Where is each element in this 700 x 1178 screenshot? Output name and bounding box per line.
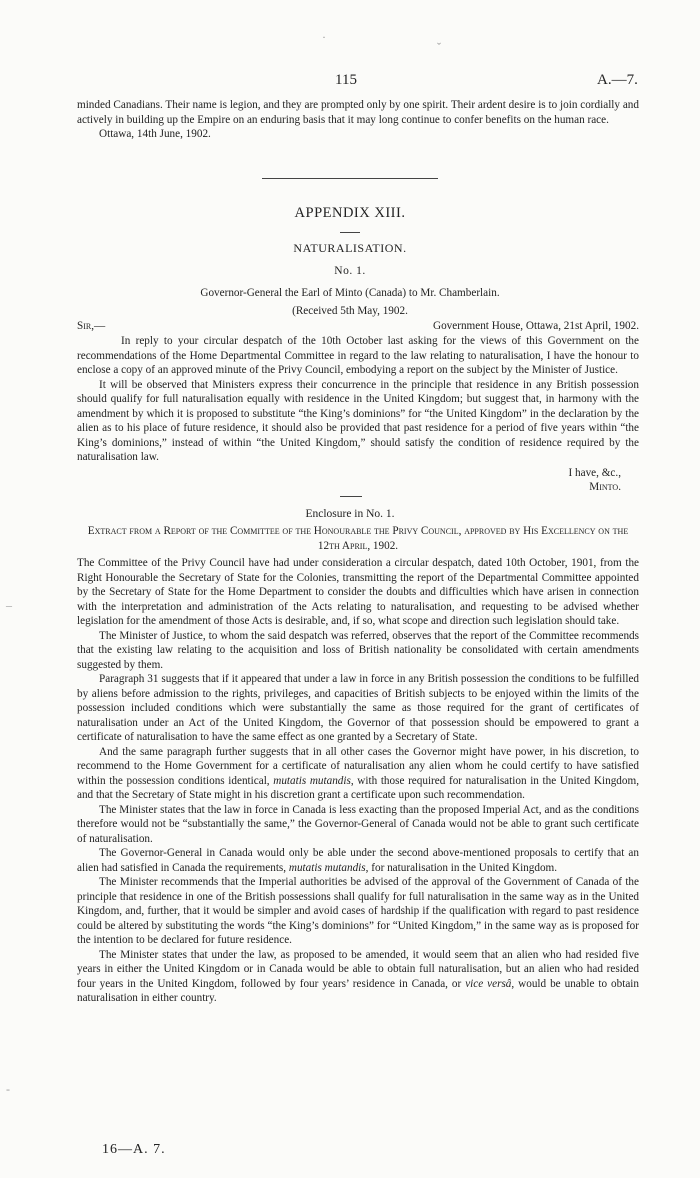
intro-text: minded Canadians. Their name is legion, and they are prompted only by one spirit. Their ardent desire is to join cordially and actively in building up the Empire on an enduring basis that it may long continue to confer benefits on the human race. <box>77 99 639 126</box>
enclosure-divider <box>340 496 362 497</box>
despatch-paragraph-2: It will be observed that Ministers express their concurrence in the principle that residence in any British possession should qualify for full naturalisation equally with residence in the United Kingdom; but suggest that, in harmony with the amendment by which it is proposed to substitute “the King’s dominions” for “the United Kingdom” in the declaration by the alien as to his place of future residence, it should also be provided that past residence for a period of five years within “the King’s dominions,” instead of within “the United Kingdom,” should satisfy the condition of residence required by the naturalisation law. <box>77 378 639 463</box>
intro-continuation <box>77 98 639 142</box>
address-line: Government House, Ottawa, 21st April, 1902. <box>432 320 639 332</box>
despatch-paragraph-1: In reply to your circular despatch of the 10th October last asking for the views of this Government on the recommendations of the Home Departmental Committee in regard to the law relating to naturalisation, I have the honour to enclose a copy of an approved minute of the Privy Council, embodying a report on the subject by the Minister of Justice. <box>77 335 639 376</box>
page-number: 115 <box>335 72 357 88</box>
enclosure-paragraph: Paragraph 31 suggests that if it appeared that under a law in force in any British possession the conditions to be fulfilled by aliens before admission to the rights, privileges, and capacities of British subjects to be enjoyed within the limits of the possession included conditions which were substantially the same as those required for the grant of certificates of naturalisation under an Act of the United Kingdom, the Governor of that possession should be empowered to grant a certificate of naturalisation to have the same effect as one granted by a Secretary of State. <box>77 673 639 743</box>
despatch-closing: I have, &c., <box>568 467 621 479</box>
margin-mark: – <box>6 598 12 612</box>
enclosure-paragraph: And the same paragraph further suggests that in all other cases the Governor might have power, in his discretion, to recommend to the Home Government for a certificate of naturalisation any alien whom he could certify to have satisfied within the possession conditions identical, mutatis mutandis, with those required for naturalisation in the United Kingdom, and that the Secretary of State might in his discretion grant a certificate upon such recommendation. <box>77 745 639 801</box>
enclosure-paragraph: The Minister recommends that the Imperial authorities be advised of the approval of the Government of Canada of the principle that residence in one of the British possessions shall qualify for full naturalisation in the same way as in the United Kingdom, and, further, that it would be simpler and avoid cases of hardship if the qualification with regard to past residence could be altered by substituting the words “the King’s dominions” for “United Kingdom,” in the same way as is proposed for the intention to be declared for future residence. <box>77 876 639 946</box>
signature-mark: 16—A. 7. <box>102 1142 166 1157</box>
despatch-received: (Received 5th May, 1902. <box>292 305 408 317</box>
despatch-body <box>77 334 639 465</box>
scan-speck: ˇ <box>437 40 441 54</box>
scan-speck: · <box>322 30 326 44</box>
enclosure-paragraph: The Minister of Justice, to whom the said despatch was referred, observes that the report of the Committee recommends that the existing law relating to the acquisition and loss of British nationality be consolidated with certain amendments suggested by them. <box>77 629 639 671</box>
salutation: Sir,— <box>77 320 106 332</box>
document-reference: A.—7. <box>597 72 638 88</box>
enclosure-paragraph: The Minister states that the law in force in Canada is less exacting than the proposed Imperial Act, and as the conditions therefore would not be “substantially the same,” the Governor-General of Canada would not be able to grant such certificate of naturalisation. <box>77 803 639 845</box>
latin-phrase: mutatis mutandis <box>273 774 351 787</box>
enclosure-title: Enclosure in No. 1. <box>305 508 395 520</box>
enclosure-paragraph: The Committee of the Privy Council have had under consideration a circular despatch, dated 10th October, 1901, from the Right Honourable the Secretary of State for the Colonies, transmitting the report of the Departmental Committee appointed by the Secretary of State for the Home Department to consider the doubts and difficulties which have arisen in connection with the interpretation and administration of the Acts relating to naturalisation, and requesting to be advised whether legislation for the amendment of those Acts is desirable, and, if so, what scope and direction such legislation should take. <box>77 557 639 627</box>
enclosure-paragraph: The Minister states that under the law, as proposed to be amended, it would seem that an alien who had resided five years in either the United Kingdom or in Canada would be able to obtain full naturalisation, but an alien who had resided four years in the United Kingdom, followed by four years’ residence in Canada, or vice versâ, would be unable to obtain naturalisation in either country. <box>77 948 639 1004</box>
despatch-heading: Governor-General the Earl of Minto (Canada) to Mr. Chamberlain. <box>200 287 500 299</box>
extract-heading-text: Extract from a Report of the Committee of the Honourable the Privy Council, approved by His Excellency on the 12th April, 1902. <box>87 525 629 552</box>
appendix-subject: NATURALISATION. <box>293 241 407 255</box>
despatch-signature: Minto. <box>589 481 621 493</box>
appendix-title: APPENDIX XIII. <box>294 205 406 221</box>
latin-phrase: vice versâ <box>465 977 512 990</box>
latin-phrase: mutatis mutandis <box>288 861 366 874</box>
title-divider <box>340 232 360 233</box>
section-divider <box>262 178 438 179</box>
enclosure-body <box>77 556 639 1006</box>
enclosure-paragraph: The Governor-General in Canada would only be able under the second above-mentioned proposals to certify that an alien had satisfied in Canada the requirements, mutatis mutandis, for naturalisation in the United Kingdom. <box>77 847 639 874</box>
extract-heading <box>77 524 639 553</box>
margin-mark: - <box>6 1082 10 1096</box>
appendix-number: No. 1. <box>334 265 366 277</box>
intro-date-line: Ottawa, 14th June, 1902. <box>99 128 211 140</box>
